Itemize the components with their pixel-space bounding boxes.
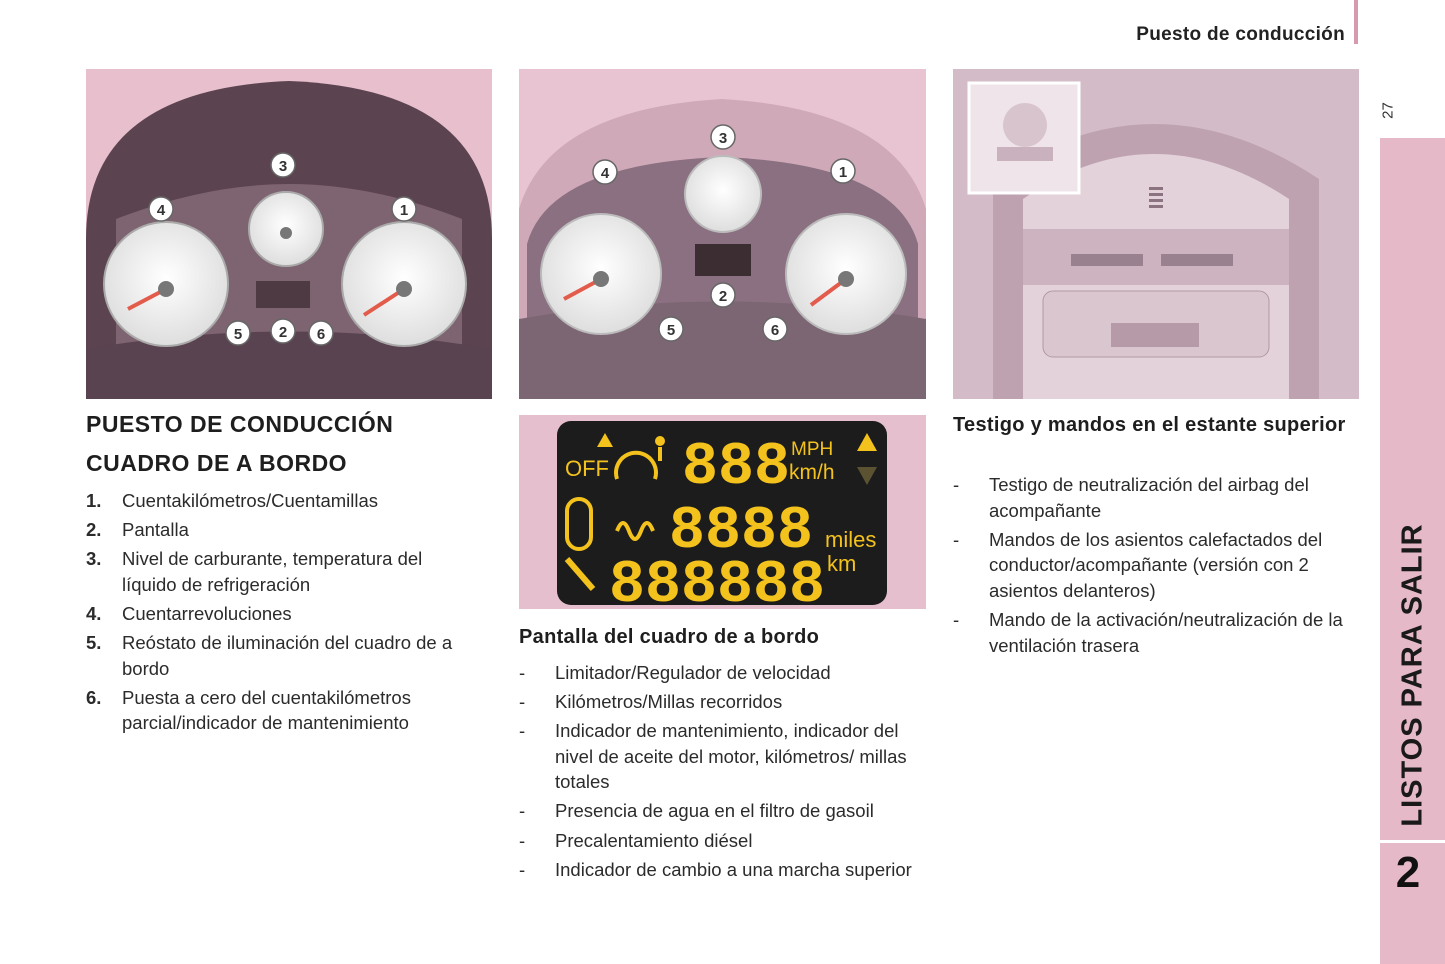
chapter-number: 2 <box>1395 848 1421 897</box>
callout-2: 2 <box>278 324 288 341</box>
list-item: - Indicador de mantenimiento, indicador del nivel de aceite del motor, kilómetros/ millas totales <box>519 720 907 793</box>
shelf-list <box>953 472 1365 662</box>
list-item: 5. Reóstato de iluminación del cuadro de a bordo <box>86 631 453 679</box>
shelf-heading: Testigo y mandos en el estante superior <box>953 414 1346 436</box>
list-item: - Mandos de los asientos calefactados del conductor/acompañante (versión con 2 asientos delanteros) <box>953 528 1323 601</box>
list-item: 4. Cuentarrevoluciones <box>86 602 292 624</box>
callout-6: 6 <box>770 322 780 339</box>
speedometer-icon <box>616 453 656 479</box>
instrument-cluster-illustration <box>519 69 926 399</box>
section-subtitle: CUADRO DE A BORDO <box>86 450 348 476</box>
dashboard-illustration <box>86 69 492 399</box>
callout-5: 5 <box>233 326 243 343</box>
list-item: - Limitador/Regulador de velocidad <box>519 662 831 683</box>
wrench-icon <box>567 559 593 589</box>
lcd-screen <box>557 421 887 605</box>
callout-6: 6 <box>316 326 326 343</box>
callout-1: 1 <box>838 164 848 181</box>
lcd-off-label: OFF <box>565 456 609 481</box>
preheat-glow-icon <box>617 523 653 539</box>
lcd-unit-km: km <box>827 551 857 576</box>
display-list <box>519 660 929 886</box>
list-item: - Precalentamiento diésel <box>519 829 753 851</box>
instrument-list <box>86 488 476 739</box>
lcd-unit-miles: miles <box>825 527 877 552</box>
lcd-unit-mph: MPH <box>791 439 834 460</box>
water-in-fuel-icon <box>567 499 591 549</box>
running-header: Puesto de conducción <box>1136 24 1345 45</box>
warning-triangle-icon <box>597 433 613 447</box>
callout-1: 1 <box>399 202 409 219</box>
list-item: - Indicador de cambio a una marcha superior <box>519 858 912 880</box>
list-item: - Kilómetros/Millas recorridos <box>519 691 783 713</box>
service-indicator-icon <box>655 436 665 446</box>
gear-down-arrow-icon <box>857 467 877 485</box>
callout-3: 3 <box>718 130 728 147</box>
callout-3: 3 <box>278 158 288 175</box>
dashboard-drawing <box>86 69 492 399</box>
list-item: 1. Cuentakilómetros/Cuentamillas <box>86 490 379 511</box>
overhead-shelf-illustration <box>953 69 1359 399</box>
page-number: 27 <box>1379 102 1397 119</box>
gear-up-arrow-icon <box>857 433 877 451</box>
lcd-display-illustration <box>519 415 926 609</box>
list-item: 3. Nivel de carburante, temperatura del líquido de refrigeración <box>86 548 423 595</box>
lcd-total-digits: 888888 <box>609 552 826 605</box>
list-item: 6. Puesta a cero del cuentakilómetros parcial/indicador de mantenimiento <box>86 686 411 734</box>
callout-5: 5 <box>666 322 676 339</box>
section-title: PUESTO DE CONDUCCIÓN <box>86 411 394 437</box>
lcd-speed-digits: 888 <box>682 434 791 502</box>
list-item: 2. Pantalla <box>86 519 189 541</box>
list-item: - Mando de la activación/neutralización de la ventilación trasera <box>953 608 1343 656</box>
chapter-label: LISTOS PARA SALIR <box>1396 523 1428 827</box>
display-heading: Pantalla del cuadro de a bordo <box>519 626 820 648</box>
chapter-separator <box>1380 840 1445 843</box>
list-item: - Presencia de agua en el filtro de gasoil <box>519 800 874 822</box>
lcd-trip-digits: 8888 <box>669 498 814 566</box>
lcd-unit-kmh: km/h <box>789 461 835 484</box>
callout-4: 4 <box>156 202 166 219</box>
callout-2: 2 <box>718 288 728 305</box>
header-rule <box>1354 0 1358 44</box>
list-item: - Testigo de neutralización del airbag del acompañante <box>953 474 1309 521</box>
callout-4: 4 <box>600 165 610 182</box>
